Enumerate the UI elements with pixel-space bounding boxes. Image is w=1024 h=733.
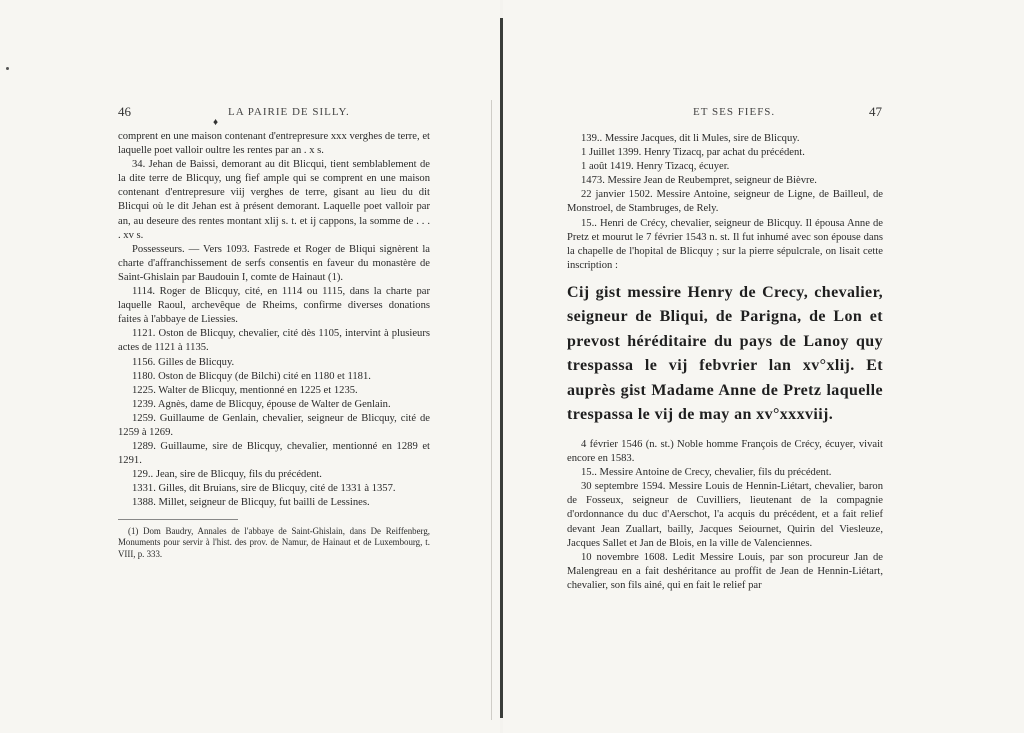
paragraph: comprent en une maison contenant d'entrepresure xxx verghes de terre, et laquelle poet valloir oultre les rentes par an . x s. [118, 131, 430, 157]
paragraph: 139.. Messire Jacques, dit li Mules, sire de Blicquy. [581, 133, 800, 144]
left-running-head: LA PAIRIE DE SILLY. [228, 106, 350, 118]
ink-speck [6, 67, 9, 70]
paragraph: 1289. Guillaume, sire de Blicquy, chevalier, mentionné en 1289 et 1291. [118, 441, 430, 467]
paragraph: 1121. Oston de Blicquy, chevalier, cité dès 1105, intervint à plusieurs actes de 1121 à 1135. [118, 328, 430, 354]
paragraph: 1180. Oston de Blicquy (de Bilchi) cité en 1180 et 1181. [132, 370, 371, 382]
footnote: (1) Dom Baudry, Annales de l'abbaye de Saint-Ghislain, dans De Reiffenberg, Monuments pour servir à l'hist. des prov. de Namur, de Hainaut et de Luxembourg, t. VIII, p. 333. [118, 525, 430, 559]
paragraph: Possesseurs. — Vers 1093. Fastrede et Roger de Bliqui signèrent la charte d'affranchissement de serfs consentis en faveur du monastère de Saint-Ghislain par Baudouin I, comte de Hainaut (1). [118, 243, 430, 283]
right-page [503, 0, 1024, 733]
page-edge [491, 100, 492, 720]
paragraph: 10 novembre 1608. Ledit Messire Louis, par son procureur Jan de Malengreau en a fait deshéritance au proffit de Jean de Hennin-Liétart, chevalier, son fils ainé, qui en fait le relief par [567, 551, 883, 591]
left-body-text [118, 130, 430, 560]
paragraph: 30 septembre 1594. Messire Louis de Hennin-Liétart, chevalier, baron de Fosseux, seigneur de Cuvilliers, lieutenant de la compagnie d'ordonnance du duc d'Aerschot, l'a acquis du précédent, et a fait relief devant Jean Zuallart, bailly, Jacques Seiournet, Quirin del Viesleuze, Jacques Sallet et Jan de Blois, en la ville de Valenciennes. [567, 481, 883, 549]
paragraph: 1 Juillet 1399. Henry Tizacq, par achat du précédent. [581, 147, 805, 159]
paragraph: 1239. Agnès, dame de Blicquy, épouse de Walter de Genlain. [132, 398, 391, 410]
paragraph: 4 février 1546 (n. st.) Noble homme François de Crécy, écuyer, vivait encore en 1583. [567, 438, 883, 465]
paragraph: 22 janvier 1502. Messire Antoine, seigneur de Ligne, de Bailleul, de Monstroel, de Stambruges, de Rely. [567, 189, 883, 215]
paragraph: 1156. Gilles de Blicquy. [132, 356, 235, 368]
footnote-rule [118, 519, 238, 520]
paragraph: 15.. Messire Antoine de Crecy, chevalier, fils du précédent. [581, 467, 832, 479]
right-running-head: ET SES FIEFS. [693, 106, 776, 118]
paragraph: 1114. Roger de Blicquy, cité, en 1114 ou 1115, dans la charte par laquelle Raoul, archevêque de Rheims, confirme diverses donations faites à l'abbaye de Liessies. [118, 286, 430, 326]
left-page [0, 0, 500, 733]
gothic-inscription: Cij gist messire Henry de Crecy, chevalier, seigneur de Bliqui, de Parigna, de Lon et prevost héréditaire du pays de Lanoy quy trespassa le vij febvrier lan xv°xlij. Et auprès gist Madame Anne de Pretz laquelle trespassa le vij de may an xv°xxxviij. [567, 283, 883, 424]
paragraph: 1259. Guillaume de Genlain, chevalier, seigneur de Blicquy, cité de 1259 à 1269. [118, 412, 430, 438]
right-page-number: 47 [869, 104, 882, 119]
ornament-mark: ♦ [213, 117, 219, 128]
paragraph: 1225. Walter de Blicquy, mentionné en 1225 et 1235. [132, 384, 358, 396]
paragraph: 34. Jehan de Baissi, demorant au dit Blicqui, tient semblablement de la dite terre de Blicquy, ung fief ample qui se comprent en une maison contenant d'entrepresure viij verghes de terre, gisant au lieu du dit Blicqui où le dit Jehan est à présent demorant. Laquelle poet valloir par an, au deseure des rentes montant xlij s. t. et ij cappons, la somme de . . . . xv s. [118, 159, 430, 241]
paragraph: 1473. Messire Jean de Reubempret, seigneur de Bièvre. [581, 175, 817, 187]
left-page-number: 46 [118, 104, 131, 119]
right-body-text [567, 132, 883, 593]
paragraph: 1331. Gilles, dit Bruians, sire de Blicquy, cité de 1331 à 1357. [132, 483, 396, 495]
paragraph: 1 août 1419. Henry Tizacq, écuyer. [581, 161, 730, 173]
paragraph: 15.. Henri de Crécy, chevalier, seigneur de Blicquy. Il épousa Anne de Pretz et mourut le 7 février 1543 n. st. Il fut inhumé avec son épouse dans la chapelle de l'hopital de Blicquy ; sur la pierre sépulcrale, on lisait cette inscription : [567, 217, 883, 271]
paragraph: 1388. Millet, seigneur de Blicquy, fut bailli de Lessines. [132, 497, 370, 509]
paragraph: 129.. Jean, sire de Blicquy, fils du précédent. [132, 469, 322, 481]
